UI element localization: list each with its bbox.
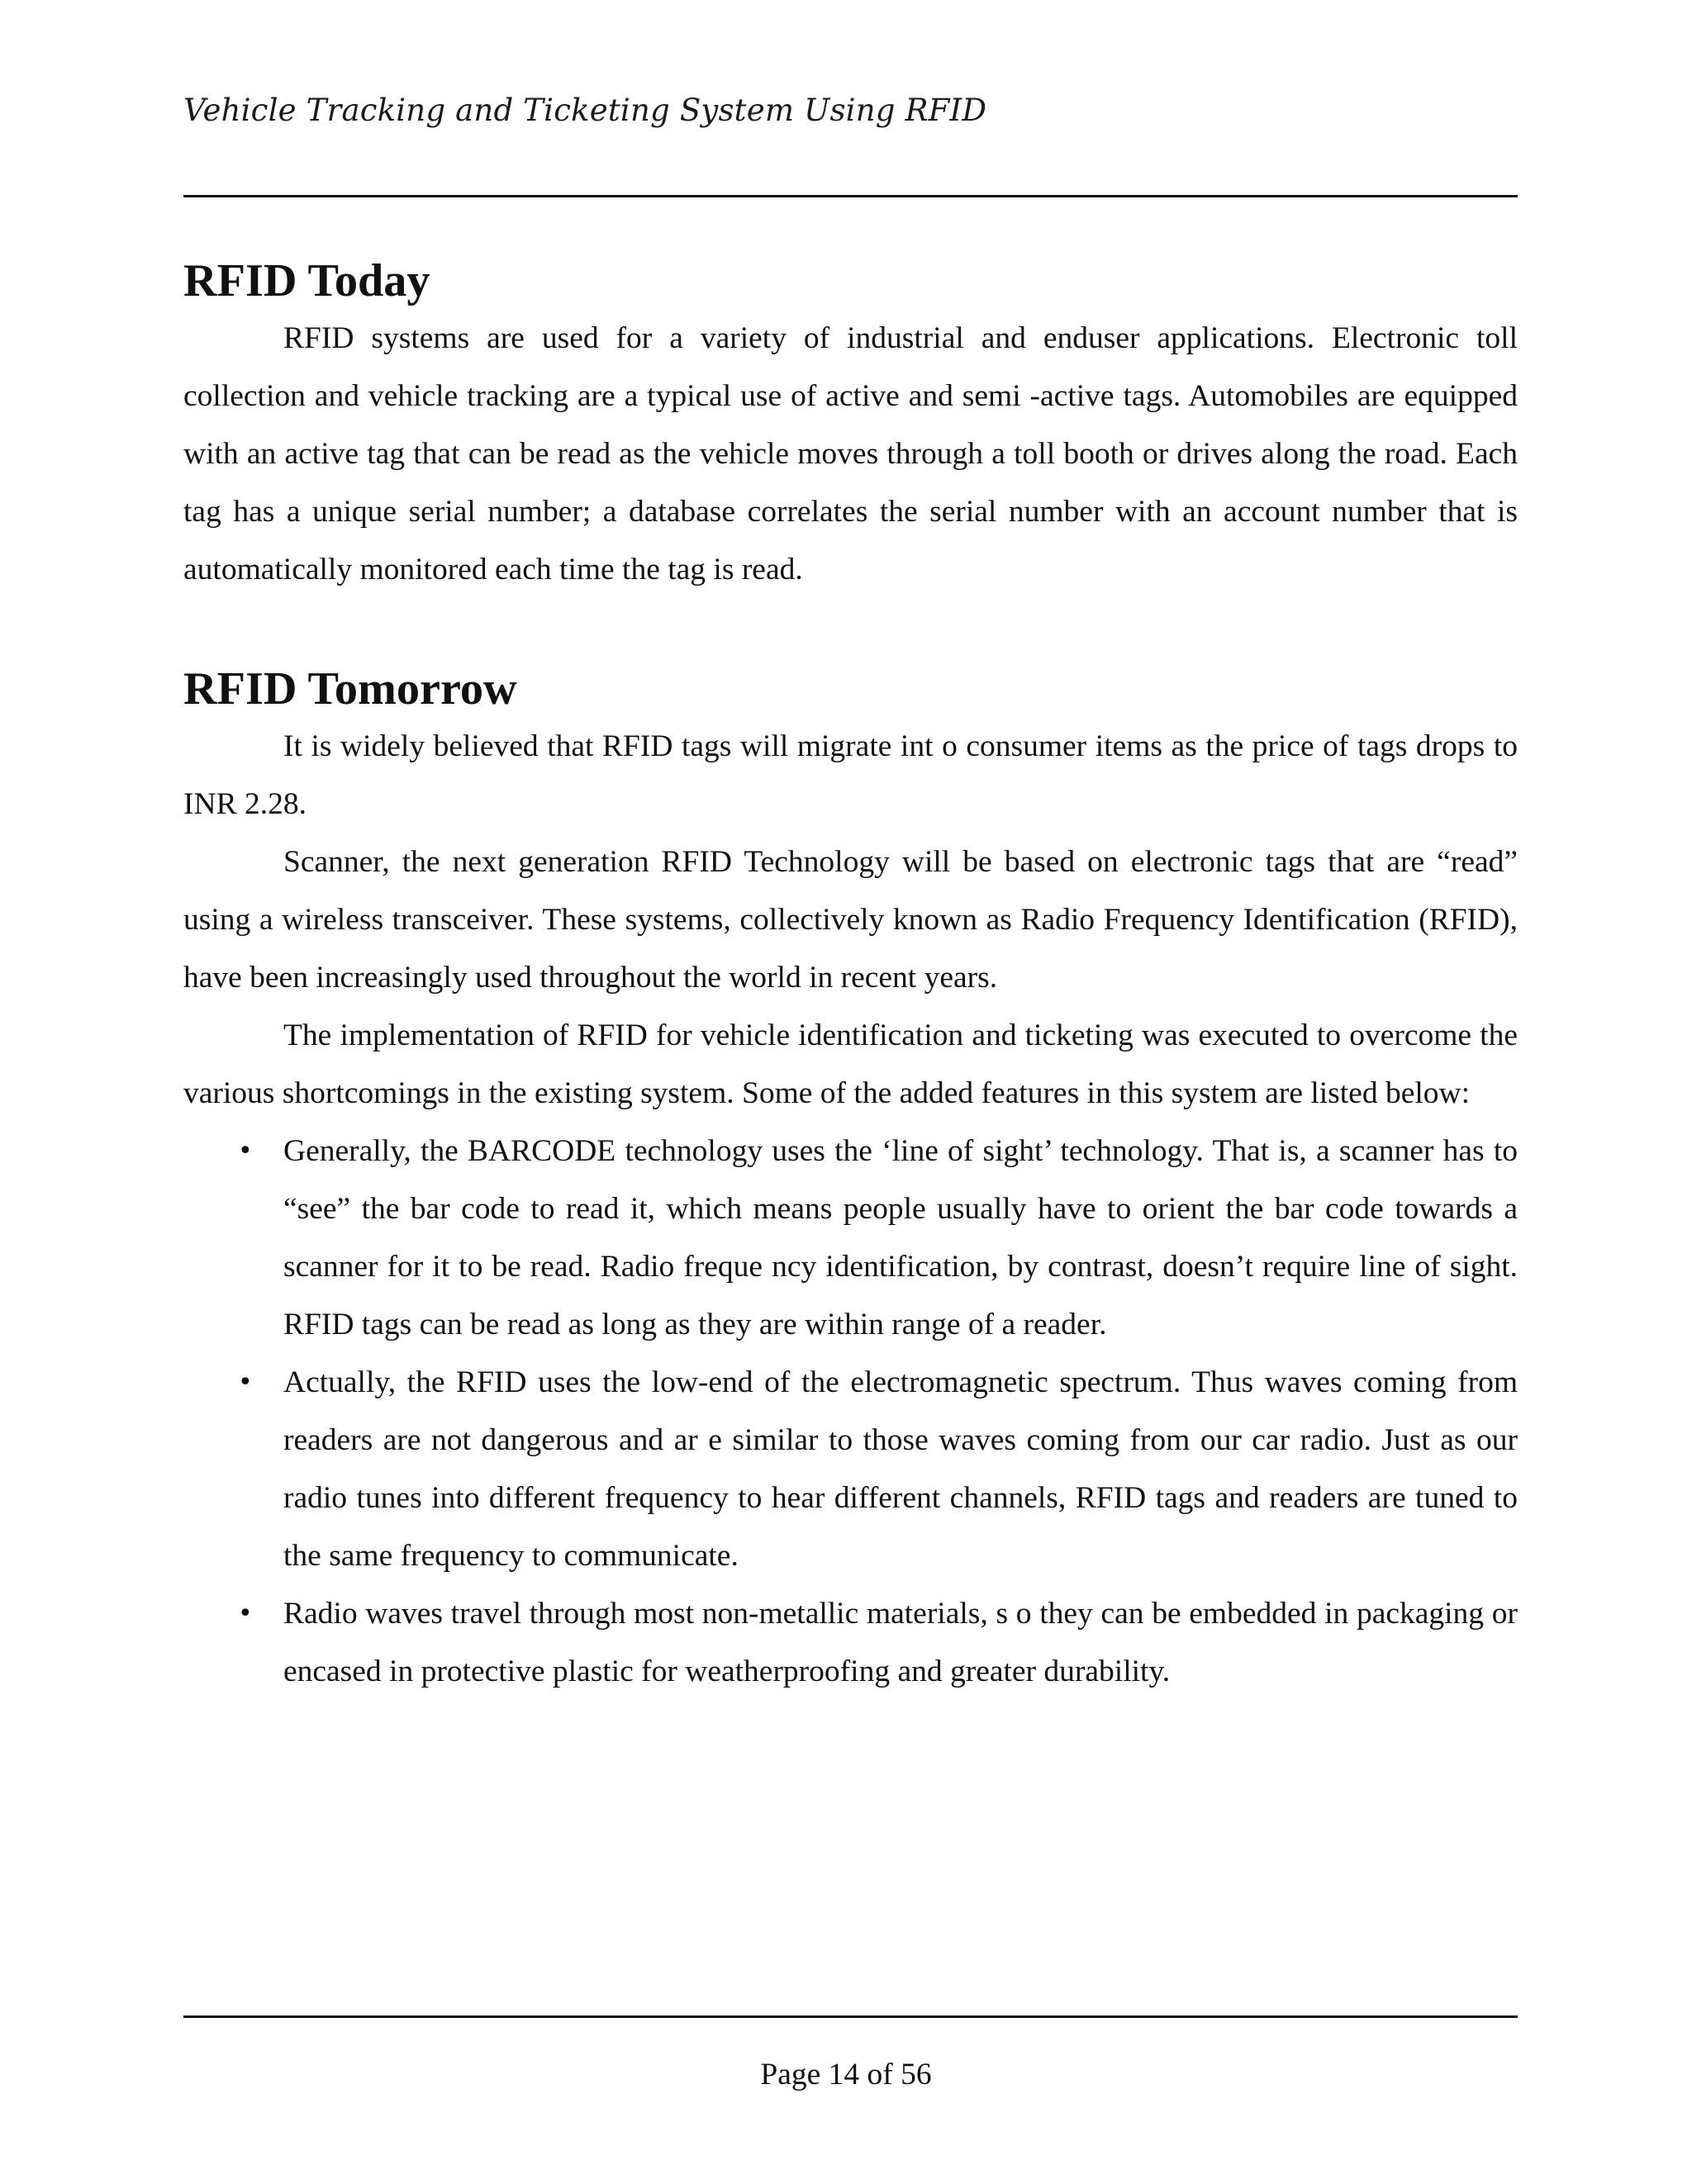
list-item bbox=[183, 1123, 1518, 1354]
header-rule bbox=[183, 195, 1518, 197]
page-number: Page 14 of 56 bbox=[760, 2058, 932, 2091]
running-header-title: Vehicle Tracking and Ticketing System Using RFID bbox=[183, 93, 987, 128]
page-content bbox=[183, 252, 1518, 1701]
paragraph: Scanner, the next generation RFID Technology will be based on electronic tags that are “read” using a wireless transceiver. These systems, collectively known as Radio Frequency Identification (RFID), have been increasingly used throughout the world in recent years. bbox=[183, 845, 1518, 995]
paragraph: It is widely believed that RFID tags will migrate int o consumer items as the price of tags drops to INR 2.28. bbox=[183, 729, 1518, 821]
list-item bbox=[183, 1585, 1518, 1701]
list-item bbox=[183, 1354, 1518, 1585]
feature-list bbox=[183, 1123, 1518, 1701]
section-spacer bbox=[183, 599, 1518, 660]
list-item-text: Radio waves travel through most non-metallic materials, s o they can be embedded in packaging or encased in protective plastic for weatherproofing and greater durability. bbox=[283, 1597, 1518, 1688]
bullet-icon: • bbox=[238, 1137, 253, 1166]
bullet-icon: • bbox=[238, 1599, 253, 1628]
paragraph: RFID systems are used for a variety of industrial and enduser applications. Electronic toll collection and vehicle tracking are a typical use of active and semi -active tags. Automobiles are equipped with an active tag that can be read as the vehicle moves through a toll booth or drives along the road. Each tag has a unique serial number; a database correlates the serial number with an account number that is automatically monitored each time the tag is read. bbox=[183, 321, 1518, 586]
section-heading-rfid-today: RFID Today bbox=[183, 255, 430, 306]
footer-rule bbox=[183, 2015, 1518, 2018]
section-heading-rfid-tomorrow: RFID Tomorrow bbox=[183, 663, 517, 715]
list-item-text: Generally, the BARCODE technology uses the ‘line of sight’ technology. That is, a scanner has to “see” the bar code to read it, which means people usually have to orient the bar code towards a scanner for it to be read. Radio freque ncy identification, by contrast, doesn’t require line of sight. RFID tags can be read as long as they are within range of a reader. bbox=[283, 1134, 1518, 1341]
list-item-text: Actually, the RFID uses the low-end of the electromagnetic spectrum. Thus waves coming from readers are not dangerous and ar e similar to those waves coming from our car radio. Just as our radio tunes into different frequency to hear different channels, RFID tags and readers are tuned to the same frequency to communicate. bbox=[283, 1365, 1518, 1573]
paragraph: The implementation of RFID for vehicle identification and ticketing was executed to overcome the various shortcomings in the existing system. Some of the added features in this system are listed below: bbox=[183, 1018, 1518, 1110]
bullet-icon: • bbox=[238, 1368, 253, 1397]
